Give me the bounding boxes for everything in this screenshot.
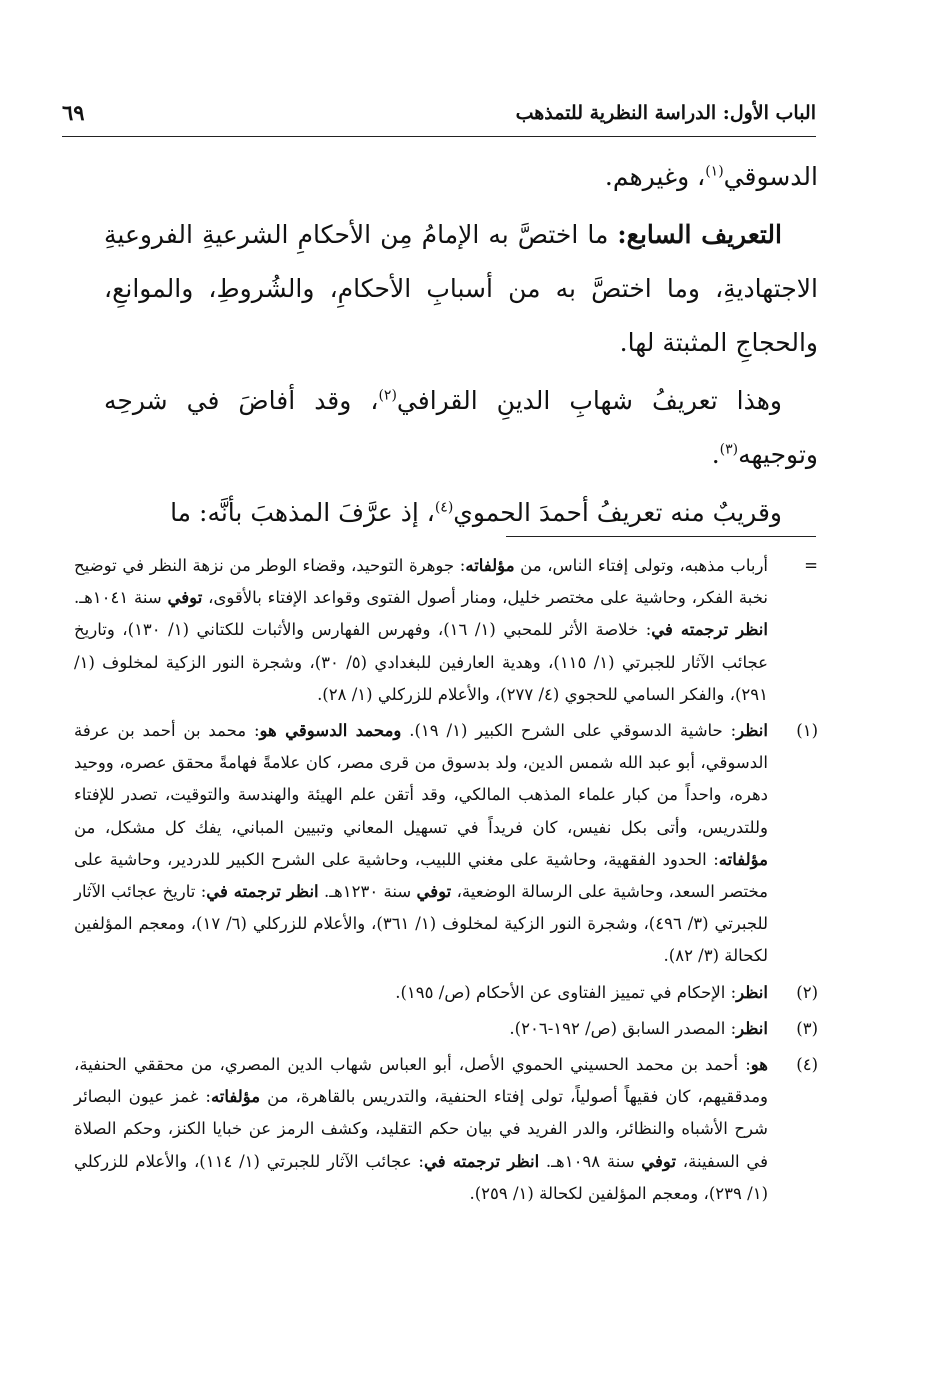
continuation-mark: = [804, 556, 818, 575]
paragraph-qarafi: وهذا تعريفُ شهابِ الدينِ القرافي$^{(٢)}$، وقد أفاضَ في شرحِه وتوجيهه$^{(٣)}$. [104, 386, 818, 469]
running-header [62, 96, 816, 137]
footnote-2: (٢) انظر: الإحكام في تمييز الفتاوى عن الأحكام (ص/ ١٩٥). [74, 977, 818, 1009]
chapter-title: الباب الأول: الدراسة النظرية للتمذهب [515, 102, 816, 124]
definition-heading: التعريف السابع: [617, 220, 782, 249]
footnote-number: (١) [796, 721, 818, 741]
page-number: ٦٩ [62, 100, 85, 125]
footnote-ref-1[interactable]: (١) [705, 163, 724, 180]
footnotes-section [74, 550, 818, 1214]
main-text [104, 150, 818, 544]
footnote-number: (٢) [796, 982, 818, 1002]
paragraph-hamawi: وقريبٌ منه تعريفُ أحمدَ الحموي$^{(٤)}$، إذ عرَّفَ المذهبَ بأنَّه: ما [170, 498, 782, 527]
footnote-number: (٤) [796, 1055, 818, 1075]
paragraph-1: الدسوقي$^{(١)}$، وغيرهم. [604, 162, 818, 191]
footnote-divider [506, 536, 816, 537]
footnote-4: (٤) هو: أحمد بن محمد الحسيني الحموي الأصل، أبو العباس شهاب الدين المصري، من محققي الحنفية، ومدققيهم، كان فقيهاً أصولياً، تولى إفتاء الحنفية، والتدريس بالقاهرة، من مؤلفاته: غمز عيون البصائر شرح الأشباه والنظائر، والدر الفريد في بيان حكم التقليد، وكشف الرمز عن خبايا الكنز، وحكم الصلاة في السفينة، توفي سنة ١٠٩٨هـ. انظر ترجمته في: عجائب الآثار للجبرتي (١/ ١١٤)، والأعلام للزركلي (١/ ٢٣٩)، ومعجم المؤلفين لكحالة (١/ ٢٥٩). [74, 1049, 818, 1210]
footnote-1: (١) انظر: حاشية الدسوقي على الشرح الكبير (١/ ١٩). ومحمد الدسوقي هو: محمد بن أحمد بن عرفة الدسوقي، أبو عبد الله شمس الدين، ولد بدسوق من قرى مصر، كان علامةً فهامةً محقق عصره، ووحيد دهره، واحداً من كبار علماء المذهب المالكي، وقد أتقن علم الهيئة والهندسة والتوقيت، تصدر للإفتاء وللتدريس، وأتى بكل نفيس، كان فريداً في تسهيل المعاني وتبيين المباني، يفك كل مشكل، من مؤلفاته: الحدود الفقهية، وحاشية على مغني اللبيب، وحاشية على الشرح الكبير للدردير، وحاشية على مختصر السعد، وحاشية على الرسالة الوضعية، توفي سنة ١٢٣٠هـ. انظر ترجمته في: تاريخ عجائب الآثار للجبرتي (٣/ ٤٩٦)، وشجرة النور الزكية لمخلوف (١/ ٣٦١)، والأعلام للزركلي (٦/ ١٧)، ومعجم المؤلفين لكحالة (٣/ ٨٢). [74, 715, 818, 973]
footnote-ref-3[interactable]: (٣) [719, 441, 739, 458]
paragraph-definition-7: التعريف السابع: ما اختصَّ به الإمامُ مِن الأحكامِ الشرعيةِ الفروعيةِ الاجتهاديةِ، وما اختصَّ به من أسبابِ الأحكامِ، والشُروطِ، والموانعِ، والحجاجِ المثبتة لها. [104, 220, 818, 357]
footnote-continuation: = أرباب مذهبه، وتولى إفتاء الناس، من مؤلفاته: جوهرة التوحيد، وقضاء الوطر من نزهة النظر في توضيح نخبة الفكر، وحاشية على مختصر خليل، ومنار أصول الفتوى وقواعد الإفتاء بالأقوى، توفي سنة ١٠٤١هـ. انظر ترجمته في: خلاصة الأثر للمحبي (١/ ١٦)، وفهرس الفهارس والأثبات للكتاني (١/ ١٣٠)، وتاريخ عجائب الآثار للجبرتي (١/ ١١٥)، وهدية العارفين للبغدادي (٥/ ٣٠)، وشجرة النور الزكية لمخلوف (١/ ٢٩١)، والفكر السامي للحجوي (٤/ ٢٧٧)، والأعلام للزركلي (١/ ٢٨). [74, 550, 818, 711]
footnote-number: (٣) [796, 1018, 818, 1038]
footnote-ref-2[interactable]: (٢) [378, 387, 397, 404]
footnote-3: (٣) انظر: المصدر السابق (ص/ ١٩٢-٢٠٦). [74, 1013, 818, 1045]
footnote-ref-4[interactable]: (٤) [434, 499, 454, 516]
